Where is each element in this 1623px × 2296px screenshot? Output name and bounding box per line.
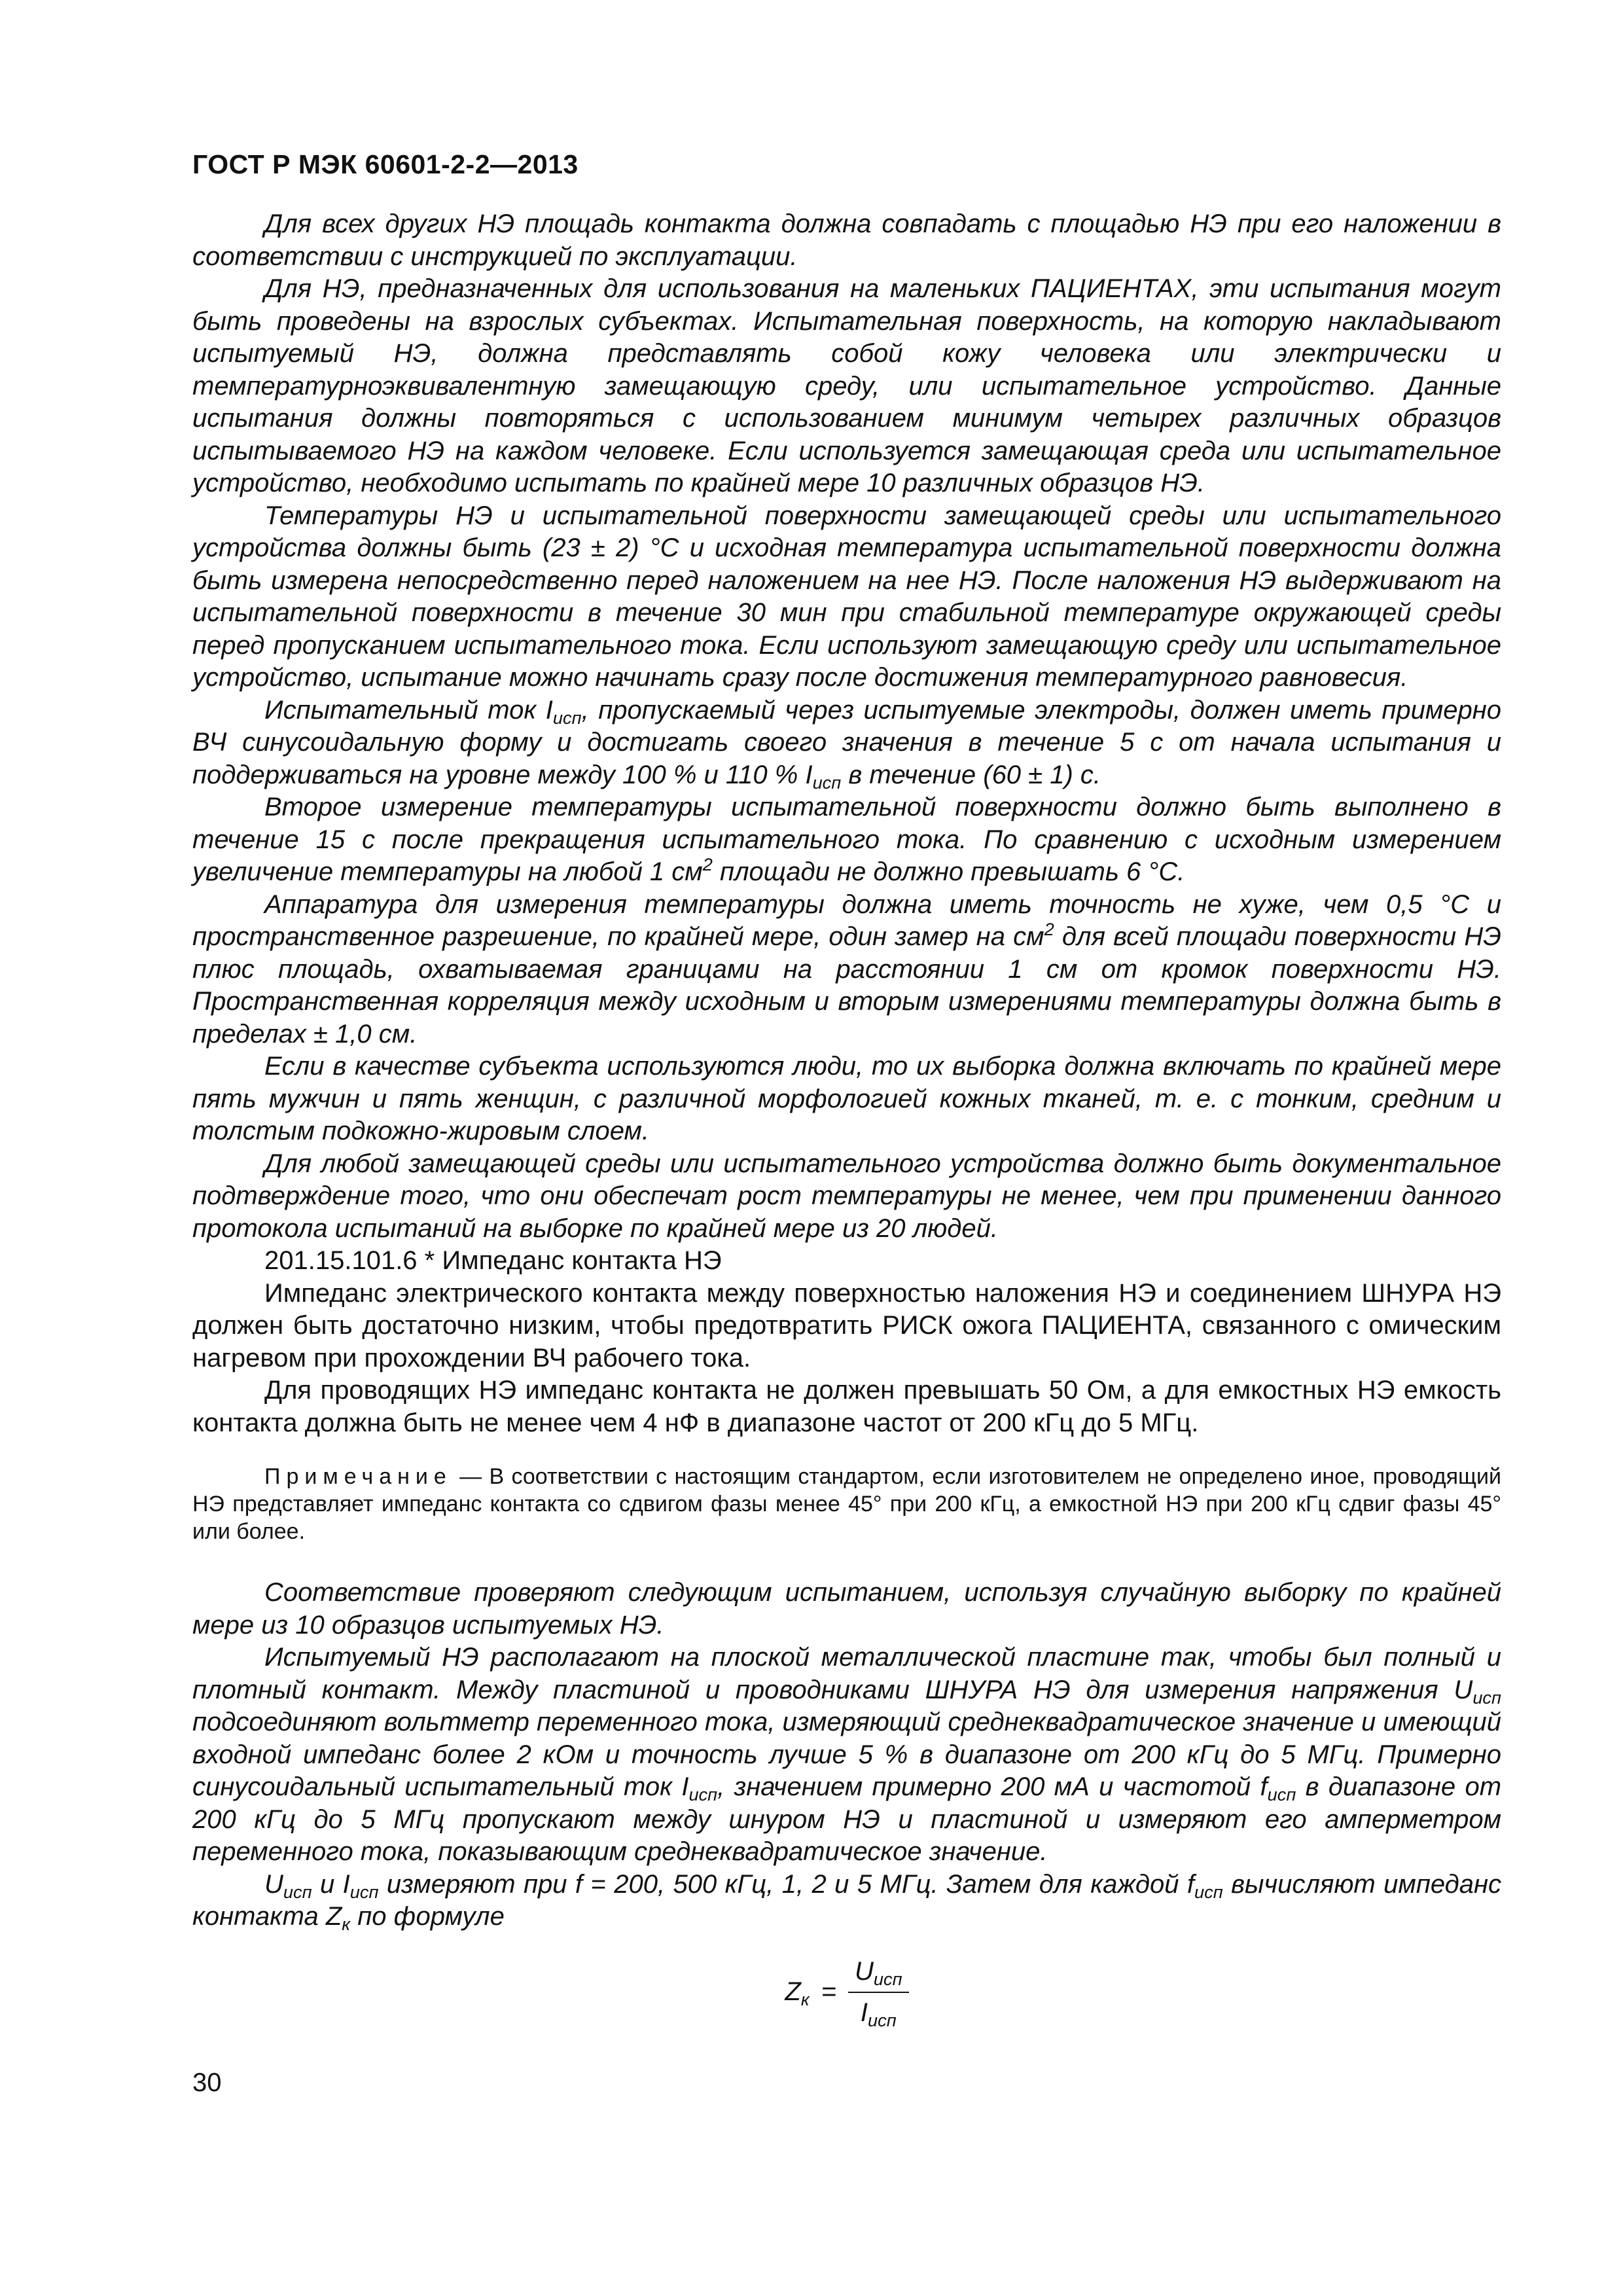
paragraph: Импеданс электрического контакта между поверхностью наложения НЭ и соединением ШНУРА НЭ должен быть достаточно низким, чтобы предотвратить РИСК ожога ПАЦИЕНТА, связанного с омическим нагревом при прохождении ВЧ рабочего тока. [192, 1278, 1501, 1372]
document-header: ГОСТ Р МЭК 60601-2-2—2013 [192, 149, 579, 179]
paragraph: Для всех других НЭ площадь контакта должна совпадать с площадью НЭ при его наложении в соответствии с инструкцией по эксплуатации. [192, 209, 1501, 271]
paragraph: Испытательный ток $I_{исп}$, пропускаемый через испытуемые электроды, должен иметь примерно ВЧ синусоидальную форму и достигать своего значения в течение 5 с от начала испытания и поддерживаться на уровне между 100 % и 110 % $I_{исп}$ в течение (60 ± 1) с. [192, 695, 1501, 793]
formula-denominator: $I_{исп}$ [860, 1998, 897, 2031]
formula-equals: = [821, 1977, 837, 2007]
paragraph: Для любой замещающей среды или испытательного устройства должно быть документальное подтверждение того, что они обеспечат рост температуры не менее, чем при применении данного протокола испытаний на выборке по крайней мере из 20 людей. [192, 1149, 1501, 1243]
paragraph: Соответствие проверяют следующим испытанием, используя случайную выборку по крайней мере из 10 образцов испытуемых НЭ. [192, 1578, 1501, 1640]
paragraph: Температуры НЭ и испытательной поверхности замещающей среды или испытательного устройства должны быть (23 ± 2) °C и исходная температура испытательной поверхности должна быть измерена непосредственно перед наложением на нее НЭ. После наложения НЭ выдерживают на испытательной поверхности в течение 30 мин при стабильной температуре окружающей среды перед пропусканием испытательного тока. Если используют замещающую среду или испытательное устройство, испытание можно начинать сразу после достижения температурного равновесия. [192, 501, 1501, 692]
note [192, 1463, 1501, 1545]
note-text: — В соответствии с настоящим стандартом, если изготовителем не определено иное, проводящий НЭ представляет импеданс контакта со сдвигом фазы менее 45° при 200 кГц, а емкостной НЭ при 200 кГц сдвиг фазы 45° или более. [192, 1464, 1501, 1544]
formula-fraction [848, 1956, 909, 2030]
formula-numerator: $U_{исп}$ [848, 1956, 909, 1994]
note-label: Примечание [264, 1464, 452, 1489]
section-heading: 201.15.101.6 * Импеданс контакта НЭ [264, 1246, 722, 1275]
paragraph: Аппаратура для измерения температуры должна иметь точность не хуже, чем 0,5 °С и пространственное разрешение, по крайней мере, один замер на $см^2$ для всей площади поверхности НЭ плюс площадь, охватываемая границами на расстоянии 1 см от кромок поверхности НЭ. Пространственная корреляция между исходным и вторым измерениями температуры должна быть в пределах ± 1,0 см. [192, 889, 1502, 1049]
impedance-formula [192, 1956, 1501, 2030]
formula-lhs: $Z_к$ [785, 1977, 810, 2010]
paragraph: Если в качестве субъекта используются люди, то их выборка должна включать по крайней мере пять мужчин и пять женщин, с различной морфологией кожных тканей, т. е. с тонким, средним и толстым подкожно-жировым слоем. [192, 1052, 1501, 1145]
paragraph: Второе измерение температуры испытательной поверхности должно быть выполнено в течение 15 с после прекращения испытательного тока. По сравнению с исходным измерением увеличение температуры на любой 1 $см^2$ площади не должно превышать 6 °С. [192, 793, 1501, 886]
document-body [192, 208, 1501, 2030]
paragraph: Для проводящих НЭ импеданс контакта не должен превышать 50 Ом, а для емкостных НЭ емкость контакта должна быть не менее чем 4 нФ в диапазоне частот от 200 кГц до 5 МГц. [192, 1376, 1501, 1437]
page-number: 30 [192, 2068, 222, 2097]
paragraph: Для НЭ, предназначенных для использования на маленьких ПАЦИЕНТАХ, эти испытания могут быть проведены на взрослых субъектах. Испытательная поверхность, на которую накладывают испытуемый НЭ, должна представлять собой кожу человека или электрически и температурноэквивалентную замещающую среду, или испытательное устройство. Данные испытания должны повторяться с использованием минимум четырех различных образцов испытываемого НЭ на каждом человеке. Если используется замещающая среда или испытательное устройство, необходимо испытать по крайней мере 10 различных образцов НЭ. [192, 274, 1501, 497]
paragraph: $U_{исп}$ и $I_{исп}$ измеряют при f = 200, 500 кГц, 1, 2 и 5 МГц. Затем для каждой $f_{исп}$ вычисляют импеданс контакта $Z_к$ по формуле [192, 1869, 1502, 1935]
paragraph: Испытуемый НЭ располагают на плоской металлической пластине так, чтобы был полный и плотный контакт. Между пластиной и проводниками ШНУРА НЭ для измерения напряжения $U_{исп}$ подсоединяют вольтметр переменного тока, измеряющий среднеквадратическое значение и имеющий входной импеданс более 2 кОм и точность лучше 5 % в диапазоне от 200 кГц до 5 МГц. Примерно синусоидальный испытательный ток $I_{исп}$, значением примерно 200 мА и частотой $f_{исп}$ в диапазоне от 200 кГц до 5 МГц пропускают между шнуром НЭ и пластиной и измеряют его амперметром переменного тока, показывающим среднеквадратическое значение. [192, 1643, 1502, 1866]
